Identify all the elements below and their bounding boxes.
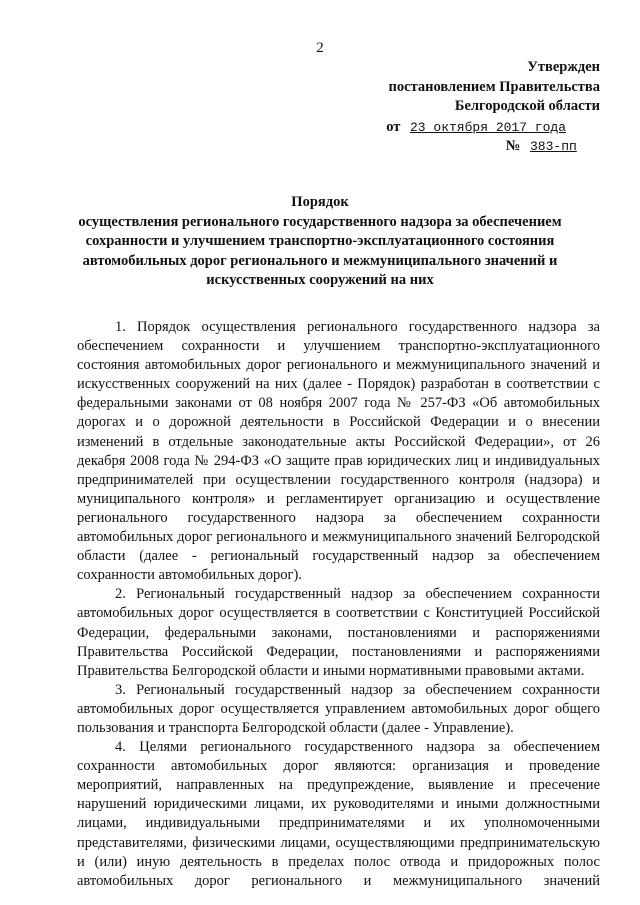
approval-date-prefix: от — [386, 118, 401, 135]
approval-stamp — [340, 58, 600, 157]
page-number: 2 — [316, 40, 324, 56]
title-line-1: осуществления регионального государственного надзора за обеспечением — [78, 213, 562, 230]
approval-number-row — [340, 137, 600, 157]
paragraph-2: 2. Региональный государственный надзор за обеспечением сохранности автомобильных дорог осуществляется в соответствии с Конституцией Российской Федерации, федеральными законами, постановлениями и распоряжениями Правительства Российской Федерации, постановлениями и распоряжениями Правительства Белгородской области и иными нормативными правовыми актами. — [77, 586, 600, 679]
approval-line-approved: Утвержден — [527, 59, 600, 75]
paragraph-1: 1. Порядок осуществления регионального государственного надзора за обеспечением сохранности и улучшением транспортно-эксплуатационного состояния автомобильных дорог регионального и межмуниципального значений и искусственных сооружений на них (далее - Порядок) разработан в соответствии с федеральными законами от 08 ноября 2007 года № 257-ФЗ «Об автомобильных дорогах и о дорожной деятельности в Российской Федерации и о внесении изменений в отдельные законодательные акты Российской Федерации», от 26 декабря 2008 года № 294-ФЗ «О защите прав юридических лиц и индивидуальных предпринимателей при осуществлении государственного контроля (надзора) и муниципального контроля» и регламентирует организацию и осуществление регионального государственного надзора за обеспечением сохранности автомобильных дорог регионального и межмуниципального значений Белгородской области (далее - региональный государственный надзор за обеспечением сохранности автомобильных дорог). — [77, 319, 600, 584]
approval-date-row — [340, 118, 600, 138]
title-line-2: сохранности и улучшением транспортно-эксплуатационного состояния — [85, 233, 555, 249]
approval-date-value: 23 октября 2017 года — [410, 119, 567, 135]
approval-number-prefix: № — [505, 138, 521, 154]
approval-number-value: 383-пп — [530, 139, 577, 154]
approval-line-region: Белгородской области — [454, 98, 600, 114]
approval-line-resolution: постановлением Правительства — [388, 78, 600, 95]
document-title — [60, 193, 580, 291]
document-body — [77, 318, 600, 891]
title-line-3: автомобильных дорог регионального и межмуниципального значений и — [82, 252, 558, 269]
title-heading: Порядок — [291, 194, 349, 210]
paragraph-4: 4. Целями регионального государственного надзора за обеспечением сохранности автомобильных дорог являются: организация и проведение мероприятий, направленных на предупреждение, выявление и пресечение нарушений юридическими лицами, их руководителями и иными должностными лицами, индивидуальными предпринимателями и их уполномоченными представителями, физическими лицами, осуществляющими предпринимательскую и (или) иную деятельность в пределах полос отвода и придорожных полос автомобильных дорог регионального и межмуниципального значений — [77, 739, 600, 889]
title-line-4: искусственных сооружений на них — [206, 272, 434, 288]
paragraph-3: 3. Региональный государственный надзор за обеспечением сохранности автомобильных дорог осуществляется управлением автомобильных дорог общего пользования и транспорта Белгородской области (далее - Управление). — [77, 681, 600, 736]
